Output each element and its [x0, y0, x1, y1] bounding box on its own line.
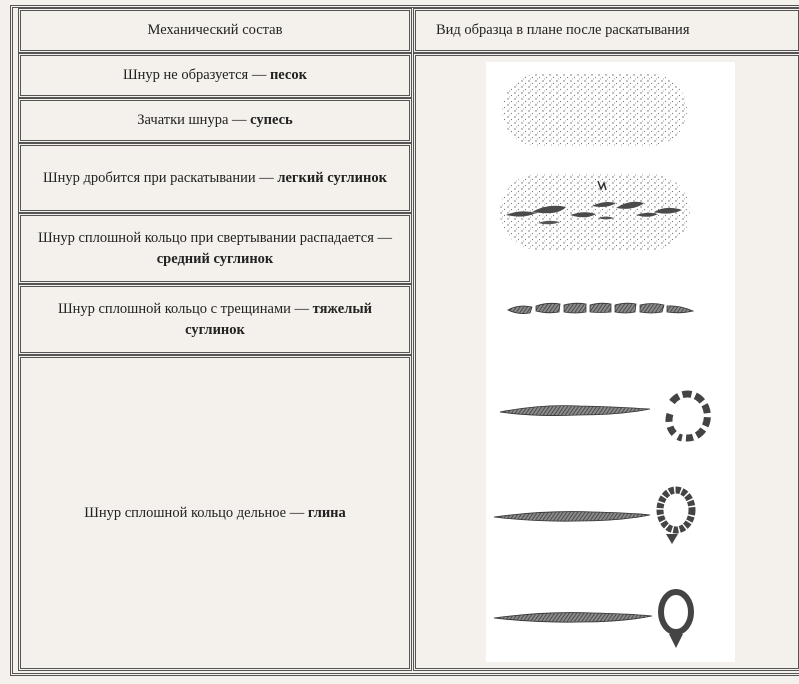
row-clay-text: Шнур сплошной кольцо дельное — глина: [84, 504, 346, 521]
header-composition-label: Механический состав: [147, 22, 283, 38]
row-heavy-loam-text: Шнур сплошной кольцо с трещинами — тяжелый суглинок: [57, 300, 373, 338]
row-light-loam-text: Шнур дробится при раскатывании — легкий суглинок: [42, 169, 387, 186]
row-heavy-loam: [18, 284, 412, 355]
row-sand-text: Шнур не образуется — песок: [123, 67, 307, 83]
header-sample-view-label: Вид образца в плане после раскатывания: [436, 22, 690, 38]
light-loam-sample-icon: [500, 174, 690, 250]
row-heavy-loam-soil: тяжелый суглинок: [185, 300, 373, 338]
row-light-loam-soil: легкий суглинок: [277, 169, 387, 186]
header-cell-sample-view: [413, 8, 799, 53]
row-sandy-loam: [18, 98, 412, 143]
clay-sample-smooth-ring-icon: [494, 592, 691, 648]
sample-illustration: [486, 62, 735, 662]
row-sand: [18, 53, 412, 98]
row-sand-soil: песок: [269, 67, 307, 83]
row-sandy-loam-text: Зачатки шнура — супесь: [137, 112, 293, 128]
row-clay: [18, 355, 412, 671]
row-medium-loam-soil: средний суглинок: [156, 250, 274, 267]
row-clay-soil: глина: [307, 504, 346, 521]
header-cell-composition: [18, 8, 412, 53]
row-light-loam: [18, 143, 412, 213]
clay-sample-closed-ring-icon: [494, 490, 692, 544]
sand-sample-icon: [502, 74, 687, 146]
row-medium-loam: [18, 213, 412, 284]
row-sandy-loam-soil: супесь: [250, 112, 293, 128]
heavy-loam-sample-icon: [508, 303, 693, 313]
clay-sample-broken-ring-icon: [500, 394, 707, 438]
row-medium-loam-text: Шнур сплошной кольцо при свертывании распадается — средний суглинок: [37, 229, 393, 267]
